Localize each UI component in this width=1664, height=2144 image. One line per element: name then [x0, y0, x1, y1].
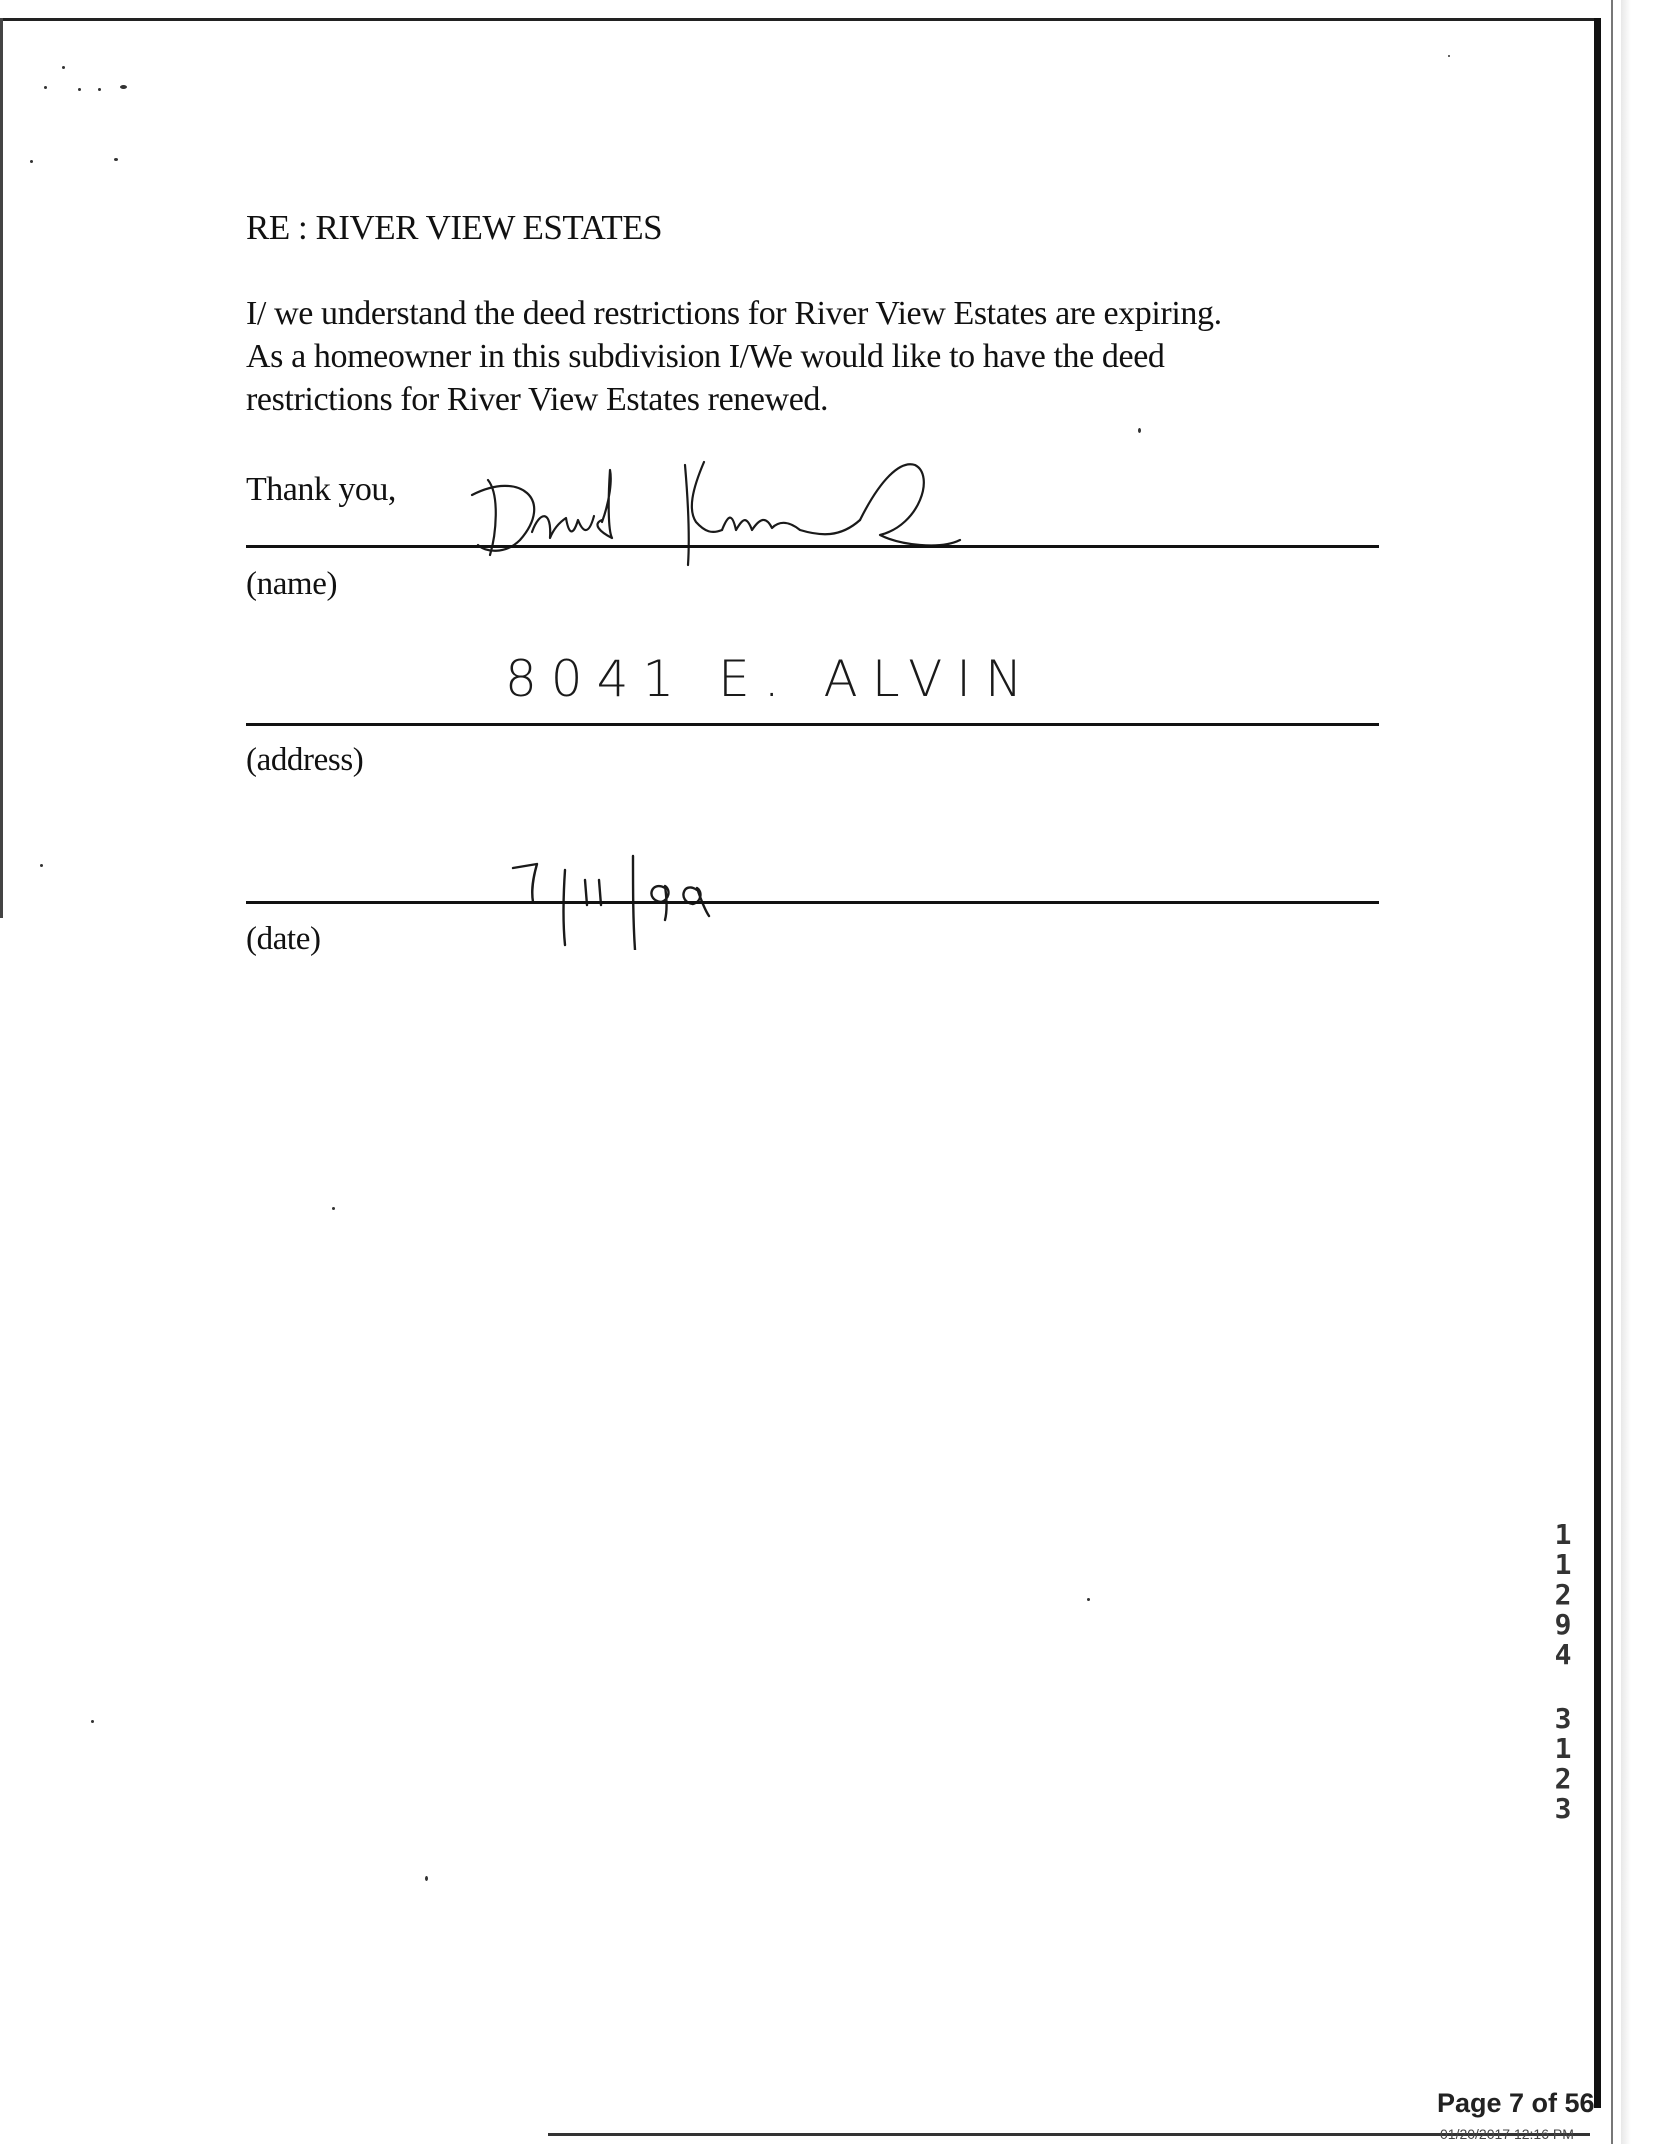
- name-field-rule: [246, 545, 1379, 548]
- scan-speck: [78, 88, 81, 91]
- scan-border-left: [0, 18, 3, 918]
- stamp-digit: 2: [1554, 1578, 1572, 1611]
- date-field-label: (date): [246, 921, 321, 957]
- handwritten-signature: [460, 440, 980, 570]
- print-timestamp: 01/20/2017 12:16 PM: [1440, 2126, 1574, 2142]
- scan-speck: [114, 158, 118, 161]
- closing-text: Thank you,: [246, 471, 396, 508]
- scan-speck: [1448, 55, 1450, 57]
- scan-speck: [120, 85, 127, 89]
- body-paragraph: [246, 292, 1396, 421]
- handwritten-date: [505, 850, 735, 950]
- scan-bottom-rule: [548, 2133, 1590, 2136]
- address-field-label: (address): [246, 742, 364, 778]
- re-subject-line: RE : RIVER VIEW ESTATES: [246, 208, 663, 247]
- stamp-digit: 3: [1554, 1702, 1572, 1735]
- scan-border-right-thin: [1611, 0, 1613, 2144]
- scan-speck: [44, 86, 47, 89]
- scan-speck: [40, 864, 43, 867]
- handwritten-address: 8041 E. ALVIN: [505, 650, 1037, 708]
- recording-stamp-number: [1548, 1520, 1578, 1824]
- stamp-digit: 9: [1554, 1608, 1572, 1641]
- name-field-label: (name): [246, 566, 338, 602]
- scan-speck: [1087, 1598, 1090, 1601]
- address-field-rule: [246, 723, 1379, 726]
- scan-speck: [91, 1720, 94, 1723]
- stamp-digit: 1: [1554, 1732, 1572, 1765]
- scan-edge-shadow: [1621, 0, 1631, 2144]
- scan-border-right: [1594, 18, 1601, 2108]
- scan-speck: [98, 88, 101, 91]
- body-line: I/ we understand the deed restrictions for River View Estates are expiring.: [246, 295, 1222, 332]
- body-line: As a homeowner in this subdivision I/We would like to have the deed: [246, 338, 1165, 375]
- stamp-gap: [1548, 1670, 1578, 1704]
- page-number: Page 7 of 56: [1437, 2088, 1595, 2118]
- stamp-digit: 4: [1554, 1638, 1572, 1671]
- scan-speck: [425, 1876, 428, 1881]
- date-field-rule: [246, 901, 1379, 904]
- scan-speck: [62, 66, 65, 69]
- stamp-digit: 3: [1554, 1792, 1572, 1825]
- stamp-digit: 1: [1554, 1548, 1572, 1581]
- scan-speck: [332, 1207, 335, 1210]
- stamp-digit: 2: [1554, 1762, 1572, 1795]
- stamp-digit: 1: [1554, 1518, 1572, 1551]
- body-line: restrictions for River View Estates renewed.: [246, 381, 829, 418]
- scan-speck: [1138, 428, 1141, 433]
- scan-border-top: [0, 18, 1598, 21]
- scan-speck: [30, 160, 33, 163]
